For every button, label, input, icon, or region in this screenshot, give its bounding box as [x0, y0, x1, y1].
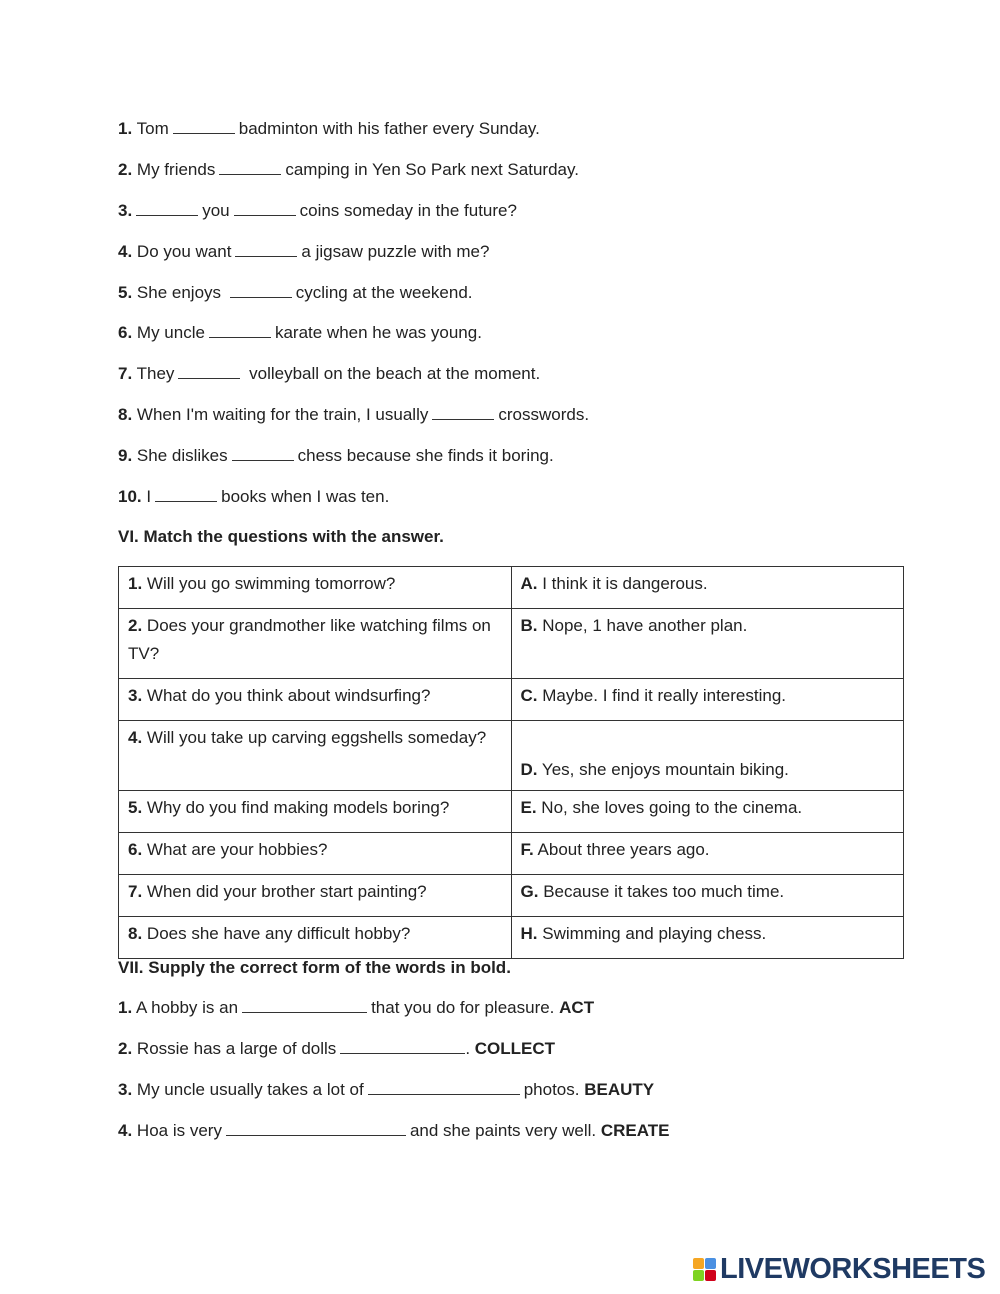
answer-blank[interactable]: [173, 118, 235, 134]
answer-letter: G.: [520, 882, 539, 901]
table-row: [119, 833, 904, 875]
item-number: 3.: [118, 201, 133, 220]
answer-cell: [511, 875, 904, 917]
question-text: Will you go swimming tomorrow?: [146, 574, 396, 593]
bold-word: BEAUTY: [584, 1080, 655, 1099]
text-before: When I'm waiting for the train, I usually: [136, 405, 429, 424]
text-before: My friends: [136, 160, 216, 179]
answer-letter: F.: [520, 840, 534, 859]
item-number: 9.: [118, 446, 133, 465]
question-number: 7.: [128, 882, 143, 901]
item-number: 2.: [118, 160, 133, 179]
text-after: books when I was ten.: [221, 487, 390, 506]
answer-letter: E.: [520, 798, 537, 817]
answer-cell: [511, 791, 904, 833]
bold-word: CREATE: [600, 1121, 670, 1140]
item-number: 1.: [118, 119, 133, 138]
text-after: coins someday in the future?: [299, 201, 517, 220]
matching-table: [118, 566, 904, 959]
item-number: 4.: [118, 1121, 133, 1140]
section-vi-heading: VI. Match the questions with the answer.: [118, 527, 444, 546]
table-row: [119, 917, 904, 959]
text-after: .: [465, 1039, 471, 1058]
text-after: volleyball on the beach at the moment.: [249, 364, 541, 383]
exercise-line-9: [118, 445, 554, 467]
answer-text: About three years ago.: [537, 840, 710, 859]
item-number: 10.: [118, 487, 142, 506]
answer-text: Swimming and playing chess.: [542, 924, 767, 943]
question-text: What do you think about windsurfing?: [146, 686, 431, 705]
exercise-line-7: [118, 363, 540, 385]
exercise-line-8: [118, 404, 589, 426]
answer-blank[interactable]: [226, 1120, 406, 1136]
table-row: [119, 679, 904, 721]
logo-text: LIVEWORKSHEETS: [720, 1252, 986, 1285]
answer-cell: [511, 833, 904, 875]
question-number: 5.: [128, 798, 143, 817]
answer-letter: H.: [520, 924, 538, 943]
answer-blank[interactable]: [219, 159, 281, 175]
bold-word: ACT: [559, 998, 595, 1017]
question-number: 4.: [128, 728, 143, 747]
answer-cell: [511, 679, 904, 721]
text-before: Do you want: [136, 242, 232, 261]
text-middle: you: [202, 201, 230, 220]
question-cell: [119, 875, 512, 917]
word-form-line-3: [118, 1079, 654, 1101]
question-text: Does your grandmother like watching films on TV?: [128, 616, 491, 663]
text-before: They: [136, 364, 175, 383]
question-number: 8.: [128, 924, 143, 943]
liveworksheets-logo-icon: [693, 1258, 716, 1281]
exercise-line-3: [118, 200, 517, 222]
question-cell: [119, 609, 512, 679]
text-after: a jigsaw puzzle with me?: [301, 242, 490, 261]
answer-blank[interactable]: [368, 1079, 520, 1095]
word-form-line-2: [118, 1038, 555, 1060]
question-text: When did your brother start painting?: [146, 882, 427, 901]
question-cell: [119, 833, 512, 875]
table-row: [119, 875, 904, 917]
question-number: 1.: [128, 574, 143, 593]
text-after: that you do for pleasure.: [371, 998, 555, 1017]
answer-blank[interactable]: [432, 404, 494, 420]
table-row: [119, 791, 904, 833]
text-after: photos.: [523, 1080, 580, 1099]
item-number: 6.: [118, 323, 133, 342]
question-text: Will you take up carving eggshells someday?: [146, 728, 487, 747]
answer-blank[interactable]: [178, 363, 240, 379]
answer-letter: D.: [520, 760, 538, 779]
answer-blank[interactable]: [230, 282, 292, 298]
exercise-line-1: [118, 118, 540, 140]
exercise-line-6: [118, 322, 482, 344]
section-vii-heading: VII. Supply the correct form of the words in bold.: [118, 958, 511, 977]
word-form-line-4: [118, 1120, 669, 1142]
answer-blank[interactable]: [235, 241, 297, 257]
answer-text: Yes, she enjoys mountain biking.: [541, 760, 789, 779]
question-cell: [119, 567, 512, 609]
text-before: Tom: [136, 119, 169, 138]
question-number: 3.: [128, 686, 143, 705]
answer-blank[interactable]: [155, 486, 217, 502]
text-before: She dislikes: [136, 446, 228, 465]
item-number: 4.: [118, 242, 133, 261]
answer-blank[interactable]: [340, 1038, 465, 1054]
text-after: camping in Yen So Park next Saturday.: [285, 160, 579, 179]
answer-blank[interactable]: [234, 200, 296, 216]
question-text: Why do you find making models boring?: [146, 798, 450, 817]
answer-blank[interactable]: [209, 322, 271, 338]
question-cell: [119, 917, 512, 959]
answer-letter: B.: [520, 616, 538, 635]
exercise-line-5: [118, 282, 473, 304]
answer-blank[interactable]: [242, 997, 367, 1013]
answer-text: I think it is dangerous.: [542, 574, 708, 593]
text-before: Rossie has a large of dolls: [136, 1039, 337, 1058]
answer-text: Because it takes too much time.: [543, 882, 785, 901]
item-number: 8.: [118, 405, 133, 424]
answer-text: Maybe. I find it really interesting.: [542, 686, 787, 705]
text-before: Hoa is very: [136, 1121, 222, 1140]
item-number: 5.: [118, 283, 133, 302]
answer-text: No, she loves going to the cinema.: [541, 798, 803, 817]
question-cell: [119, 791, 512, 833]
table-row: [119, 567, 904, 609]
exercise-line-2: [118, 159, 579, 181]
answer-blank[interactable]: [232, 445, 294, 461]
item-number: 1.: [118, 998, 133, 1017]
question-cell: [119, 721, 512, 791]
answer-letter: C.: [520, 686, 538, 705]
answer-cell: [511, 721, 904, 791]
question-cell: [119, 679, 512, 721]
answer-text: Nope, 1 have another plan.: [542, 616, 748, 635]
answer-blank[interactable]: [136, 200, 198, 216]
text-before: My uncle: [136, 323, 205, 342]
question-text: Does she have any difficult hobby?: [146, 924, 411, 943]
text-after: crosswords.: [498, 405, 590, 424]
liveworksheets-logo: [693, 1252, 985, 1286]
answer-letter: A.: [520, 574, 538, 593]
question-number: 6.: [128, 840, 143, 859]
question-number: 2.: [128, 616, 143, 635]
text-before: She enjoys: [136, 283, 222, 302]
text-before: My uncle usually takes a lot of: [136, 1080, 364, 1099]
item-number: 7.: [118, 364, 133, 383]
item-number: 3.: [118, 1080, 133, 1099]
text-after: chess because she finds it boring.: [297, 446, 554, 465]
text-after: badminton with his father every Sunday.: [238, 119, 540, 138]
answer-cell: [511, 567, 904, 609]
word-form-line-1: [118, 997, 594, 1019]
text-after: cycling at the weekend.: [295, 283, 473, 302]
text-after: karate when he was young.: [274, 323, 482, 342]
question-text: What are your hobbies?: [146, 840, 328, 859]
table-row: [119, 609, 904, 679]
table-row: [119, 721, 904, 791]
answer-cell: [511, 917, 904, 959]
answer-cell: [511, 609, 904, 679]
bold-word: COLLECT: [474, 1039, 556, 1058]
text-before: A hobby is an: [135, 998, 239, 1017]
exercise-line-10: [118, 486, 389, 508]
exercise-line-4: [118, 241, 489, 263]
text-after: and she paints very well.: [409, 1121, 597, 1140]
item-number: 2.: [118, 1039, 133, 1058]
text-before: I: [146, 487, 152, 506]
